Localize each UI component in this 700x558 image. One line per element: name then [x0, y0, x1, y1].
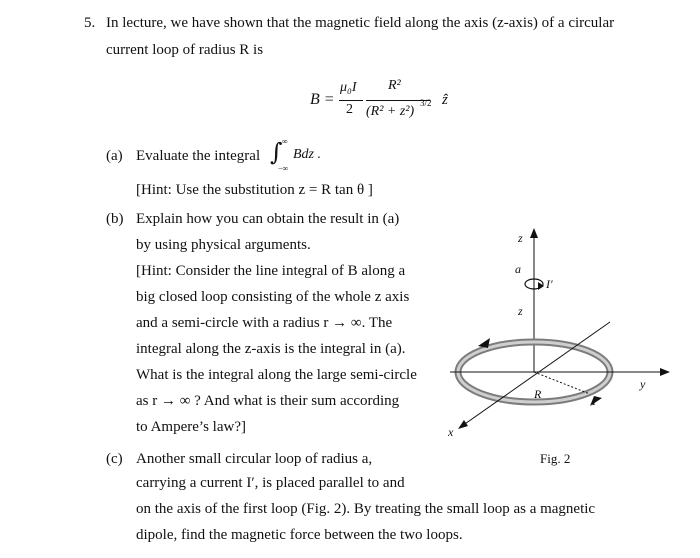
eq-num1: μ₀I	[340, 80, 357, 95]
part-a-label: (a)	[106, 148, 123, 164]
part-b-line: What is the integral along the large semi-circle	[136, 367, 417, 383]
part-c-line: Another small circular loop of radius a,	[136, 451, 373, 467]
loop-current-arrow-back	[478, 338, 490, 348]
label-a: a	[515, 262, 521, 276]
radius-line	[534, 372, 590, 394]
figure-caption: Fig. 2	[540, 451, 571, 466]
integral-lower: −∞	[278, 164, 289, 173]
label-z-height: z	[518, 304, 523, 318]
figure-2-diagram	[430, 222, 690, 452]
part-a-hint: [Hint: Use the substitution z = R tan θ ]	[136, 182, 373, 198]
y-axis-arrowhead	[660, 368, 670, 376]
part-b-line: to Ampere’s law?]	[136, 419, 246, 435]
part-a-text: Evaluate the integral	[136, 148, 261, 164]
part-c-line: dipole, find the magnetic force between the two loops.	[136, 527, 463, 543]
part-b-line: by using physical arguments.	[136, 237, 311, 253]
eq-den1: 2	[346, 102, 353, 117]
part-b-line: as r → ∞ ? And what is their sum according	[136, 393, 400, 409]
eq-exponent: 3/2	[420, 98, 432, 108]
part-b-line: and a semi-circle with a radius r → ∞. The	[136, 315, 393, 331]
eq-num2: R²	[388, 78, 401, 93]
label-z-axis: z	[518, 231, 523, 245]
part-b-line: Explain how you can obtain the result in (a)	[136, 211, 400, 227]
label-I-prime: I′	[546, 277, 553, 291]
part-b-line: integral along the z-axis is the integral in (a).	[136, 341, 406, 357]
eq-lhs: B =	[310, 91, 335, 108]
intro-line-1: In lecture, we have shown that the magnetic field along the axis (z-axis) of a circular	[106, 15, 615, 31]
integral-upper: ∞	[282, 137, 288, 146]
label-I: I	[592, 394, 596, 408]
part-b-line: [Hint: Consider the line integral of B along a	[136, 263, 406, 279]
problem-number: 5.	[84, 15, 96, 31]
x-axis-arrowhead	[458, 420, 468, 429]
part-c-label: (c)	[106, 451, 123, 467]
eq-fraction-bar-1	[339, 100, 363, 101]
x-axis-line	[462, 322, 610, 426]
z-axis-arrowhead	[530, 228, 538, 238]
label-x: x	[448, 425, 454, 439]
part-b-label: (b)	[106, 211, 124, 227]
eq-unit-vector: ẑ	[442, 92, 448, 108]
part-c-line: on the axis of the first loop (Fig. 2). By treating the small loop as a magnetic	[136, 501, 596, 517]
eq-den2: (R² + z²)	[366, 104, 415, 119]
label-y: y	[640, 377, 646, 391]
label-R: R	[534, 387, 542, 401]
integrand: Bdz .	[293, 147, 321, 162]
part-c-line: carrying a current I′, is placed parallel to and	[136, 475, 405, 491]
intro-line-2: current loop of radius R is	[106, 42, 264, 58]
part-b-line: big closed loop consisting of the whole z axis	[136, 289, 410, 305]
integral-sign: ∫	[270, 138, 283, 166]
